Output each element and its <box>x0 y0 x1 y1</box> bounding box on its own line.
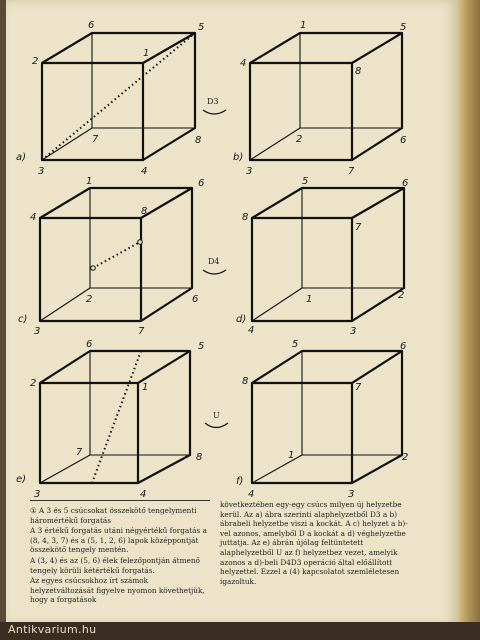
caption-paragraph: A 3 értékű forgatás utáni négyértékű forgatás a (8, 4, 3, 7) és a (5, 1, 2, 6) lapok középpontját összekötő tengely mentén. <box>30 526 207 555</box>
vertex-label: 5 <box>198 341 205 352</box>
vertex-label: 8 <box>195 135 202 146</box>
caption-paragraph: Az egyes csúcsokhoz írt számok helyzetváltozását figyelve nyomon követhetjük, hogy a forgatások <box>30 576 205 605</box>
vertex-label: 1 <box>306 294 313 305</box>
caption-left <box>30 506 212 606</box>
rotation-arc-f <box>205 423 228 428</box>
vertex-label: 3 <box>348 489 355 500</box>
vertex-label: 1 <box>288 450 295 461</box>
vertex-label: 4 <box>248 489 255 500</box>
cube-a <box>42 33 195 160</box>
vertex-label: 3 <box>34 326 41 337</box>
vertex-label: 8 <box>242 212 249 223</box>
figure-marker: b) <box>233 152 244 163</box>
vertex-label: 5 <box>400 22 407 33</box>
vertex-label: 8 <box>242 376 249 387</box>
vertex-label: 1 <box>300 20 307 31</box>
caption-paragraph: A (3, 4) és az (5, 6) élek felezőpontján átmenő tengely körüli kétértékű forgatás. <box>30 555 200 575</box>
figure-marker: d) <box>236 314 247 325</box>
vertex-label: 1 <box>143 48 150 59</box>
vertex-label: 6 <box>198 178 205 189</box>
vertex-label: 3 <box>34 489 41 500</box>
vertex-label: 3 <box>350 326 357 337</box>
operation-label: D4 <box>208 257 220 266</box>
vertex-label: 6 <box>400 341 407 352</box>
vertex-label: 2 <box>32 56 39 67</box>
vertex-label: 7 <box>355 382 362 393</box>
cube-c <box>40 188 192 321</box>
vertex-label: 5 <box>292 339 299 350</box>
cube-e <box>40 351 190 483</box>
vertex-label: 6 <box>400 135 407 146</box>
figure-marker: a) <box>16 152 27 163</box>
vertex-label: 7 <box>355 222 362 233</box>
vertex-label: 2 <box>402 452 409 463</box>
vertex-label: 6 <box>192 294 199 305</box>
caption-rule <box>30 500 210 501</box>
cube-f <box>252 351 402 483</box>
vertex-label: 7 <box>76 447 83 458</box>
cube-b <box>250 33 402 160</box>
vertex-label: 2 <box>86 294 93 305</box>
watermark-text: Antikvarium.hu <box>8 623 97 636</box>
vertex-label: 4 <box>141 166 148 177</box>
vertex-label: 2 <box>296 134 303 145</box>
rotation-arc-d <box>203 270 226 274</box>
vertex-label: 8 <box>196 452 203 463</box>
vertex-label: 2 <box>398 290 405 301</box>
vertex-label: 3 <box>38 166 45 177</box>
figure-marker: c) <box>18 314 28 325</box>
vertex-label: 7 <box>92 134 99 145</box>
vertex-label: 7 <box>138 326 145 337</box>
vertex-label: 4 <box>248 325 255 336</box>
operation-label: U <box>213 411 220 420</box>
vertex-label: 6 <box>88 20 95 31</box>
figure-marker: f) <box>236 476 244 487</box>
caption-paragraph: következtében egy-egy csúcs milyen új helyzetbe kerül. Az a) ábra szerinti alaphelyzetből D3 a b) ábrabeli helyzetbe viszi a kockát. A c) helyzet a b)-vel azonos, amelyből D a kockát a d) véghelyzetbe juttatja. Az e) ábrán újólag feltüntetett alaphelyzetből U az f) helyzetbez vezet, amelyik azonos a d)-beli D4D3 operáció által előállított helyzettel. Ezzel a (4) kapcsolatot szemléletesen igazoltuk. <box>220 500 408 586</box>
vertex-label: 1 <box>86 176 93 187</box>
vertex-label: 2 <box>30 378 37 389</box>
vertex-label: 8 <box>141 206 148 217</box>
vertex-label: 1 <box>142 382 149 393</box>
rotation-arc-b <box>203 110 226 114</box>
caption-paragraph: ① A 3 és 5 csúcsokat összekötő tengelymenti háromértékű forgatás <box>30 506 197 525</box>
caption-right <box>220 500 418 587</box>
vertex-label: 4 <box>30 212 37 223</box>
operation-label: D3 <box>207 97 219 106</box>
vertex-label: 3 <box>246 166 253 177</box>
vertex-label: 7 <box>348 166 355 177</box>
vertex-label: 5 <box>198 22 205 33</box>
vertex-label: 6 <box>86 339 93 350</box>
vertex-label: 5 <box>302 176 309 187</box>
figure-marker: e) <box>16 474 27 485</box>
vertex-label: 8 <box>355 66 362 77</box>
cube-d <box>252 188 404 321</box>
vertex-label: 6 <box>402 178 409 189</box>
vertex-label: 4 <box>140 489 147 500</box>
vertex-label: 4 <box>240 58 247 69</box>
